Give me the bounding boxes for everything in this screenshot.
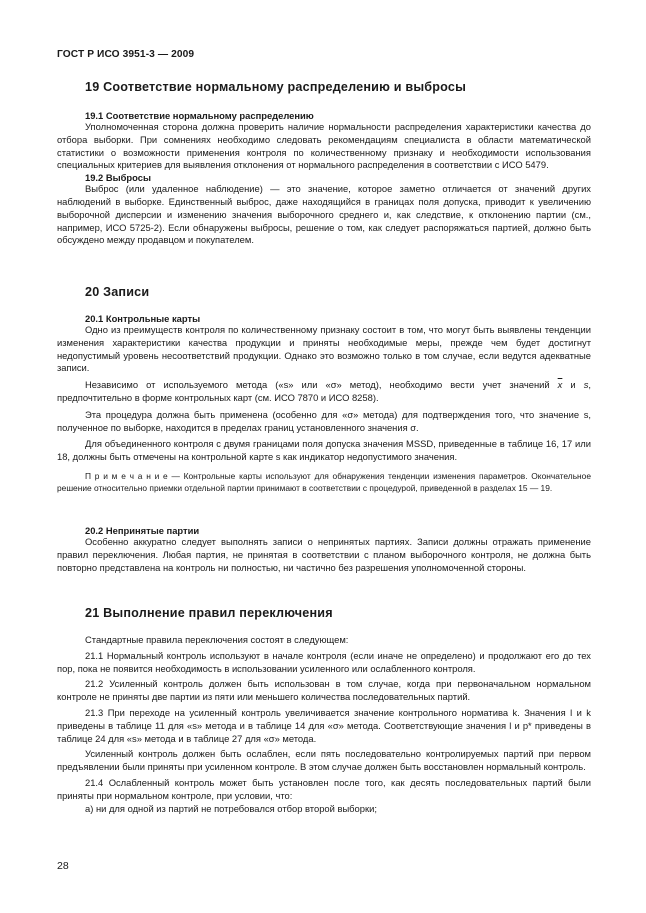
section-21-body [57,634,591,815]
section-21-title: 21 Выполнение правил переключения [85,606,333,620]
section-19-1-text: Уполномоченная сторона должна проверить наличие нормальности распределения характеристики качества до отбора выборки. При сомнениях необходимо следовать рекомендациям специалиста в области математической статистики о возможности применения контроля по количественному признаку и необходимости использования специальных критериев для выявления отклонения от нормального распределения в соответствии с ИСО 5479. [57,121,591,171]
clause-21-2: 21.2 Усиленный контроль должен быть использован в том случае, когда при первоначальном нормальном контроле не приняты две партии из пяти или меньшего количества последовательных партий. [57,678,591,703]
section-20-1-paragraph-4: Для объединенного контроля с двумя границами поля допуска значения MSSD, приведенные в таблице 16, 17 или 18, должны быть отмечены на контрольной карте s как индикатор недопустимого значения. [57,438,591,463]
note-label: П р и м е ч а н и е [85,470,168,481]
paragraph-2-text-b: и [570,379,576,391]
clause-21-4-a: а) ни для одной из партий не потребовался отбор второй выборки; [85,802,377,814]
clause-21-3-continued: Усиленный контроль должен быть ослаблен, если пять последовательно контролируемых партий при первом предъявлении были приняты при усиленном контроле. В этом случае должен быть восстановлен нормальный контроль. [57,748,591,773]
paragraph-2-text-c: , предпочтительно в форме контрольных карт (см. ИСО 7870 и ИСО 8258). [57,379,591,403]
x-bar-symbol: $\overline{x}$ [557,379,563,391]
note-text: — Контрольные карты используют для обнаружения тенденции изменения параметров. Окончательное решение относительно приемки отдельной партии принимают в соответствии с процедурой, приведенной в разделах 15 — 19. [57,470,591,494]
paragraph-2-text-a: Независимо от используемого метода («s» или «σ» метод), необходимо вести учет значений [85,379,550,391]
section-21 [57,606,591,620]
section-20-1-paragraph-2 [57,379,591,405]
section-20-1-title: 20.1 Контрольные карты [85,313,201,324]
section-20-1 [57,313,591,495]
section-19-2-text: Выброс (или удаленное наблюдение) — это значение, которое заметно отличается от значений других наблюдений в выборке. Единственный выброс, даже находящийся в границах поля допуска, приводит к увеличению выборочной дисперсии и изменению значения выборочного среднего и, как следствие, к отклонению партии (см., например, ИСО 5725-2). Если обнаружены выбросы, решение о том, как следует распоряжаться партией, должно быть обсуждено между продавцом и покупателем. [57,183,591,246]
section-19-title: 19 Соответствие нормальному распределению и выбросы [85,80,467,94]
section-19-2-title: 19.2 Выбросы [85,172,151,184]
note [57,470,591,495]
section-19-1 [57,110,591,247]
section-19 [57,80,591,94]
section-20-2 [57,525,591,574]
document-header: ГОСТ Р ИСО 3951-3 — 2009 [57,49,195,60]
section-20-2-title: 20.2 Непринятые партии [85,525,200,536]
section-20-2-text: Особенно аккуратно следует выполнять записи о непринятых партиях. Записи должны отражать применение правил переключения. Любая партия, не принятая в соответствии с планом выборочного контроля, не должна быть повторно представлена на контроль ни полностью, ни частично без разрешения уполномоченной стороны. [57,536,591,573]
clause-21-4: 21.4 Ослабленный контроль может быть установлен после того, как десять последовательных партий были приняты при нормальном контроле, при условии, что: [57,776,591,801]
clause-21-3: 21.3 При переходе на усиленный контроль увеличивается значение контрольного норматива k. Значения l и k приведены в таблице 11 для «s» метода и в таблице 14 для «σ» метода. Соответствующие значения l и p* приведены в таблице 24 для «s» метода и в таблице 27 для «σ» метода. [57,706,591,744]
section-20-title: 20 Записи [85,285,150,299]
section-20-1-paragraph-1: Одно из преимуществ контроля по количественному признаку состоит в том, что могут быть выявлены тенденции изменения характеристики качества продукции и приняты необходимые меры, прежде чем будет достигнут недопустимый уровень несоответствий продукции. Однако это возможно только в том случае, если ведутся адекватные записи. [57,324,591,374]
section-21-intro: Стандартные правила переключения состоят в следующем: [85,634,349,645]
s-symbol: s [583,379,589,391]
section-19-1-title: 19.1 Соответствие нормальному распределению [85,110,314,121]
page-number: 28 [57,860,69,872]
section-20-1-paragraph-3: Эта процедура должна быть применена (особенно для «σ» метода) для подтверждения того, что значение s, полученное по выборке, находится в пределах границ установленного значения σ. [57,408,591,433]
clause-21-1: 21.1 Нормальный контроль используют в начале контроля (если иначе не определено) и продолжают его до тех пор, пока не появится необходимость в использовании усиленного или ослабленного контроля. [57,649,591,674]
section-20 [57,285,591,299]
